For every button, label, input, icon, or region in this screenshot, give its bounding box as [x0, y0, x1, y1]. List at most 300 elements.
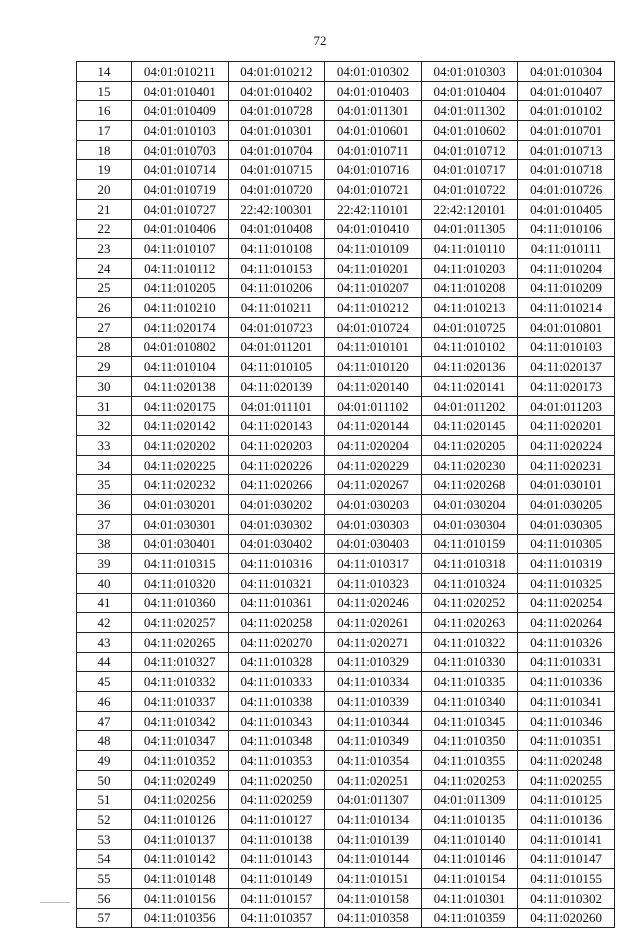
table-row [77, 751, 615, 771]
row-number-cell: 22 [77, 219, 132, 239]
cadastral-number-cell: 04:01:011202 [421, 396, 518, 416]
cadastral-number-cell: 04:01:010704 [228, 140, 325, 160]
table-row [77, 652, 615, 672]
cadastral-number-cell: 04:11:010210 [131, 298, 228, 318]
cadastral-number-cell: 04:11:020250 [228, 770, 325, 790]
table-row [77, 869, 615, 889]
cadastral-number-cell: 04:11:020271 [325, 632, 422, 652]
table-row [77, 258, 615, 278]
cadastral-number-cell: 04:11:020267 [325, 475, 422, 495]
cadastral-number-cell: 04:11:010343 [228, 711, 325, 731]
cadastral-number-cell: 04:11:010105 [228, 357, 325, 377]
cadastral-number-cell: 04:01:010303 [421, 62, 518, 82]
cadastral-number-cell: 04:11:010357 [228, 908, 325, 928]
cadastral-number-cell: 04:11:010136 [518, 810, 615, 830]
cadastral-number-cell: 04:11:020174 [131, 317, 228, 337]
cadastral-number-cell: 04:11:010339 [325, 692, 422, 712]
cadastral-number-cell: 04:11:020246 [325, 593, 422, 613]
row-number-cell: 49 [77, 751, 132, 771]
cadastral-number-cell: 04:11:010301 [421, 888, 518, 908]
cadastral-number-cell: 04:11:020252 [421, 593, 518, 613]
cadastral-number-cell: 04:01:011302 [421, 101, 518, 121]
cadastral-number-cell: 04:11:010341 [518, 692, 615, 712]
cadastral-number-cell: 04:11:010209 [518, 278, 615, 298]
cadastral-number-cell: 04:11:010154 [421, 869, 518, 889]
table-row [77, 416, 615, 436]
row-number-cell: 56 [77, 888, 132, 908]
cadastral-number-cell: 04:01:010711 [325, 140, 422, 160]
cadastral-number-cell: 04:11:010140 [421, 829, 518, 849]
table-row [77, 337, 615, 357]
cadastral-number-cell: 04:11:010139 [325, 829, 422, 849]
cadastral-number-cell: 04:01:030201 [131, 495, 228, 515]
table-row [77, 357, 615, 377]
cadastral-number-cell: 04:01:010403 [325, 81, 422, 101]
cadastral-number-cell: 04:11:010126 [131, 810, 228, 830]
cadastral-number-cell: 04:01:010716 [325, 160, 422, 180]
row-number-cell: 15 [77, 81, 132, 101]
row-number-cell: 48 [77, 731, 132, 751]
cadastral-number-cell: 04:01:010301 [228, 121, 325, 141]
cadastral-number-cell: 04:11:020263 [421, 613, 518, 633]
cadastral-number-cell: 04:11:010203 [421, 258, 518, 278]
cadastral-number-cell: 04:11:020268 [421, 475, 518, 495]
cadastral-number-cell: 04:01:010404 [421, 81, 518, 101]
cadastral-number-cell: 04:11:020204 [325, 436, 422, 456]
cadastral-number-cell: 04:01:010717 [421, 160, 518, 180]
cadastral-number-cell: 04:11:010142 [131, 849, 228, 869]
cadastral-number-cell: 04:11:010213 [421, 298, 518, 318]
cadastral-number-cell: 04:11:010316 [228, 554, 325, 574]
cadastral-number-cell: 04:01:011301 [325, 101, 422, 121]
cadastral-number-cell: 04:01:030304 [421, 514, 518, 534]
cadastral-number-cell: 04:11:010353 [228, 751, 325, 771]
cadastral-number-cell: 04:11:020142 [131, 416, 228, 436]
cadastral-number-cell: 04:11:010157 [228, 888, 325, 908]
cadastral-number-cell: 04:01:010406 [131, 219, 228, 239]
cadastral-number-cell: 04:11:010110 [421, 239, 518, 259]
cadastral-number-cell: 04:11:010137 [131, 829, 228, 849]
cadastral-number-cell: 04:01:010724 [325, 317, 422, 337]
cadastral-number-cell: 04:11:020138 [131, 377, 228, 397]
row-number-cell: 44 [77, 652, 132, 672]
table-row [77, 160, 615, 180]
cadastral-number-cell: 04:11:020254 [518, 593, 615, 613]
cadastral-number-cell: 04:11:020260 [518, 908, 615, 928]
cadastral-number-cell: 04:01:010405 [518, 199, 615, 219]
cadastral-number-cell: 04:01:010802 [131, 337, 228, 357]
row-number-cell: 38 [77, 534, 132, 554]
table-row [77, 455, 615, 475]
cadastral-number-cell: 04:11:010322 [421, 632, 518, 652]
row-number-cell: 23 [77, 239, 132, 259]
table-row [77, 593, 615, 613]
row-number-cell: 30 [77, 377, 132, 397]
cadastral-number-cell: 04:11:010151 [325, 869, 422, 889]
cadastral-number-cell: 04:01:010714 [131, 160, 228, 180]
cadastral-number-cell: 04:11:020225 [131, 455, 228, 475]
cadastral-number-cell: 04:11:010355 [421, 751, 518, 771]
cadastral-number-cell: 04:11:020248 [518, 751, 615, 771]
table-row [77, 180, 615, 200]
row-number-cell: 27 [77, 317, 132, 337]
cadastral-number-cell: 04:11:010347 [131, 731, 228, 751]
table-row [77, 219, 615, 239]
cadastral-number-cell: 04:11:010111 [518, 239, 615, 259]
cadastral-number-cell: 22:42:110101 [325, 199, 422, 219]
cadastral-number-cell: 04:01:030302 [228, 514, 325, 534]
cadastral-number-cell: 04:11:010344 [325, 711, 422, 731]
table-row [77, 731, 615, 751]
cadastral-number-cell: 04:11:010320 [131, 573, 228, 593]
cadastral-number-cell: 04:11:010138 [228, 829, 325, 849]
cadastral-number-cell: 04:11:010206 [228, 278, 325, 298]
cadastral-number-cell: 04:11:010101 [325, 337, 422, 357]
cadastral-number-cell: 04:11:010342 [131, 711, 228, 731]
cadastral-number-cell: 04:11:020270 [228, 632, 325, 652]
cadastral-number-cell: 04:11:010327 [131, 652, 228, 672]
row-number-cell: 57 [77, 908, 132, 928]
cadastral-number-cell: 04:11:010107 [131, 239, 228, 259]
cadastral-number-cell: 04:01:030401 [131, 534, 228, 554]
row-number-cell: 24 [77, 258, 132, 278]
cadastral-number-cell: 04:01:011201 [228, 337, 325, 357]
cadastral-number-cell: 04:11:010346 [518, 711, 615, 731]
cadastral-number-cell: 04:11:010108 [228, 239, 325, 259]
cadastral-number-cell: 04:01:030402 [228, 534, 325, 554]
table-row [77, 475, 615, 495]
table-row [77, 140, 615, 160]
cadastral-number-cell: 04:11:010348 [228, 731, 325, 751]
cadastral-number-cell: 04:11:010208 [421, 278, 518, 298]
row-number-cell: 25 [77, 278, 132, 298]
cadastral-number-cell: 04:11:010352 [131, 751, 228, 771]
cadastral-number-cell: 04:01:010701 [518, 121, 615, 141]
cadastral-number-cell: 04:11:020175 [131, 396, 228, 416]
row-number-cell: 31 [77, 396, 132, 416]
cadastral-number-cell: 04:11:020203 [228, 436, 325, 456]
table-row [77, 672, 615, 692]
row-number-cell: 53 [77, 829, 132, 849]
row-number-cell: 14 [77, 62, 132, 82]
row-number-cell: 34 [77, 455, 132, 475]
cadastral-number-cell: 04:01:030205 [518, 495, 615, 515]
cadastral-number-cell: 04:11:010141 [518, 829, 615, 849]
row-number-cell: 46 [77, 692, 132, 712]
cadastral-number-cell: 04:11:020232 [131, 475, 228, 495]
cadastral-number-cell: 04:11:010340 [421, 692, 518, 712]
row-number-cell: 43 [77, 632, 132, 652]
footnote-divider [40, 902, 70, 903]
cadastral-number-cell: 22:42:120101 [421, 199, 518, 219]
cadastral-number-cell: 04:01:030204 [421, 495, 518, 515]
cadastral-number-cell: 04:11:010328 [228, 652, 325, 672]
cadastral-number-cell: 04:01:010401 [131, 81, 228, 101]
table-row [77, 62, 615, 82]
table-row [77, 554, 615, 574]
cadastral-number-cell: 04:11:010211 [228, 298, 325, 318]
cadastral-number-cell: 04:01:010410 [325, 219, 422, 239]
cadastral-number-cell: 04:11:010120 [325, 357, 422, 377]
cadastral-number-cell: 04:11:020255 [518, 770, 615, 790]
table-row [77, 829, 615, 849]
cadastral-number-cell: 04:11:010359 [421, 908, 518, 928]
cadastral-number-cell: 04:11:020257 [131, 613, 228, 633]
table-row [77, 888, 615, 908]
cadastral-number-cell: 04:01:011101 [228, 396, 325, 416]
cadastral-number-cell: 04:11:010155 [518, 869, 615, 889]
cadastral-number-cell: 04:11:010135 [421, 810, 518, 830]
cadastral-number-cell: 04:01:030305 [518, 514, 615, 534]
cadastral-number-cell: 04:01:010725 [421, 317, 518, 337]
cadastral-number-cell: 04:11:020249 [131, 770, 228, 790]
cadastral-number-cell: 04:01:010302 [325, 62, 422, 82]
table-body [77, 62, 615, 928]
cadastral-number-cell: 04:11:010305 [518, 534, 615, 554]
cadastral-number-cell: 04:11:010144 [325, 849, 422, 869]
cadastral-number-cell: 04:11:010329 [325, 652, 422, 672]
cadastral-number-cell: 04:11:010158 [325, 888, 422, 908]
cadastral-number-cell: 04:11:010149 [228, 869, 325, 889]
table-row [77, 810, 615, 830]
row-number-cell: 54 [77, 849, 132, 869]
cadastral-number-cell: 04:11:020205 [421, 436, 518, 456]
cadastral-number-cell: 04:11:010345 [421, 711, 518, 731]
cadastral-number-cell: 04:11:010335 [421, 672, 518, 692]
row-number-cell: 42 [77, 613, 132, 633]
cadastral-number-cell: 04:11:020141 [421, 377, 518, 397]
cadastral-number-cell: 04:11:010148 [131, 869, 228, 889]
cadastral-number-cell: 04:11:020258 [228, 613, 325, 633]
cadastral-number-cell: 04:11:020202 [131, 436, 228, 456]
cadastral-number-cell: 04:01:011309 [421, 790, 518, 810]
cadastral-number-cell: 04:01:010408 [228, 219, 325, 239]
table-row [77, 377, 615, 397]
table-row [77, 711, 615, 731]
cadastral-number-cell: 04:11:010319 [518, 554, 615, 574]
cadastral-number-cell: 04:11:010125 [518, 790, 615, 810]
cadastral-number-cell: 04:11:010356 [131, 908, 228, 928]
cadastral-number-cell: 04:11:010333 [228, 672, 325, 692]
cadastral-number-cell: 04:11:020224 [518, 436, 615, 456]
cadastral-number-cell: 04:01:010102 [518, 101, 615, 121]
cadastral-number-cell: 04:11:020259 [228, 790, 325, 810]
cadastral-number-cell: 04:01:030301 [131, 514, 228, 534]
cadastral-number-cell: 04:01:010715 [228, 160, 325, 180]
cadastral-number-cell: 04:11:010106 [518, 219, 615, 239]
row-number-cell: 19 [77, 160, 132, 180]
cadastral-number-cell: 04:01:010602 [421, 121, 518, 141]
cadastral-number-cell: 04:11:020137 [518, 357, 615, 377]
table-row [77, 613, 615, 633]
row-number-cell: 20 [77, 180, 132, 200]
cadastral-number-cell: 04:01:030203 [325, 495, 422, 515]
table-row [77, 199, 615, 219]
row-number-cell: 36 [77, 495, 132, 515]
cadastral-number-cell: 04:11:010207 [325, 278, 422, 298]
row-number-cell: 40 [77, 573, 132, 593]
cadastral-number-cell: 04:11:020145 [421, 416, 518, 436]
cadastral-number-cell: 04:01:010402 [228, 81, 325, 101]
cadastral-number-cell: 04:11:010361 [228, 593, 325, 613]
cadastral-number-cell: 04:01:010703 [131, 140, 228, 160]
table-row [77, 278, 615, 298]
cadastral-number-cell: 04:11:020143 [228, 416, 325, 436]
cadastral-number-cell: 04:11:010302 [518, 888, 615, 908]
row-number-cell: 41 [77, 593, 132, 613]
table-row [77, 121, 615, 141]
cadastral-number-cell: 04:01:010721 [325, 180, 422, 200]
row-number-cell: 39 [77, 554, 132, 574]
cadastral-number-cell: 04:01:010726 [518, 180, 615, 200]
cadastral-number-cell: 04:11:010134 [325, 810, 422, 830]
cadastral-number-cell: 04:11:010330 [421, 652, 518, 672]
cadastral-number-cell: 04:01:010212 [228, 62, 325, 82]
table-row [77, 849, 615, 869]
cadastral-number-cell: 04:11:020201 [518, 416, 615, 436]
table-row [77, 436, 615, 456]
cadastral-number-cell: 04:11:010201 [325, 258, 422, 278]
cadastral-number-cell: 04:11:020266 [228, 475, 325, 495]
cadastral-number-cell: 04:11:010214 [518, 298, 615, 318]
cadastral-number-cell: 04:11:010156 [131, 888, 228, 908]
table-row [77, 239, 615, 259]
table-row [77, 396, 615, 416]
cadastral-number-cell: 04:11:010354 [325, 751, 422, 771]
cadastral-number-cell: 04:01:010409 [131, 101, 228, 121]
row-number-cell: 16 [77, 101, 132, 121]
cadastral-number-cell: 04:01:010722 [421, 180, 518, 200]
cadastral-number-cell: 04:01:030303 [325, 514, 422, 534]
cadastral-number-cell: 04:11:010317 [325, 554, 422, 574]
cadastral-number-cell: 04:01:010801 [518, 317, 615, 337]
cadastral-number-cell: 04:11:010212 [325, 298, 422, 318]
row-number-cell: 37 [77, 514, 132, 534]
row-number-cell: 35 [77, 475, 132, 495]
table-row [77, 514, 615, 534]
cadastral-number-cell: 04:11:010325 [518, 573, 615, 593]
table-row [77, 101, 615, 121]
cadastral-number-cell: 04:11:010143 [228, 849, 325, 869]
cadastral-number-cell: 04:11:010109 [325, 239, 422, 259]
cadastral-number-cell: 04:11:020144 [325, 416, 422, 436]
cadastral-number-cell: 04:11:020264 [518, 613, 615, 633]
cadastral-number-cell: 04:11:020253 [421, 770, 518, 790]
cadastral-number-cell: 04:01:010713 [518, 140, 615, 160]
cadastral-number-cell: 04:01:030202 [228, 495, 325, 515]
cadastral-number-cell: 04:01:010728 [228, 101, 325, 121]
row-number-cell: 21 [77, 199, 132, 219]
cadastral-number-cell: 04:11:010103 [518, 337, 615, 357]
table-row [77, 908, 615, 928]
row-number-cell: 51 [77, 790, 132, 810]
cadastral-number-cell: 04:11:020139 [228, 377, 325, 397]
row-number-cell: 17 [77, 121, 132, 141]
cadastral-number-cell: 04:11:020230 [421, 455, 518, 475]
cadastral-number-cell: 04:11:010349 [325, 731, 422, 751]
row-number-cell: 47 [77, 711, 132, 731]
cadastral-number-cell: 04:11:010315 [131, 554, 228, 574]
cadastral-number-cell: 04:11:010358 [325, 908, 422, 928]
cadastral-number-cell: 04:11:020229 [325, 455, 422, 475]
table-row [77, 632, 615, 652]
table-row [77, 534, 615, 554]
cadastral-number-cell: 04:11:010205 [131, 278, 228, 298]
cadastral-number-cell: 04:11:010159 [421, 534, 518, 554]
table-row [77, 573, 615, 593]
cadastral-number-cell: 04:01:010727 [131, 199, 228, 219]
table-row [77, 317, 615, 337]
cadastral-number-cell: 22:42:100301 [228, 199, 325, 219]
row-number-cell: 26 [77, 298, 132, 318]
cadastral-number-cell: 04:11:010337 [131, 692, 228, 712]
cadastral-number-cell: 04:11:020231 [518, 455, 615, 475]
cadastral-number-cell: 04:11:010127 [228, 810, 325, 830]
cadastral-quarters-table [76, 61, 615, 928]
cadastral-number-cell: 04:11:020265 [131, 632, 228, 652]
cadastral-number-cell: 04:01:010718 [518, 160, 615, 180]
cadastral-number-cell: 04:11:010336 [518, 672, 615, 692]
page-number: 72 [313, 33, 327, 48]
table-row [77, 770, 615, 790]
row-number-cell: 55 [77, 869, 132, 889]
cadastral-number-cell: 04:11:010112 [131, 258, 228, 278]
cadastral-number-cell: 04:11:010351 [518, 731, 615, 751]
cadastral-number-cell: 04:01:011102 [325, 396, 422, 416]
row-number-cell: 52 [77, 810, 132, 830]
cadastral-number-cell: 04:01:010712 [421, 140, 518, 160]
cadastral-number-cell: 04:11:020226 [228, 455, 325, 475]
cadastral-number-cell: 04:01:010211 [131, 62, 228, 82]
cadastral-number-cell: 04:01:010720 [228, 180, 325, 200]
cadastral-number-cell: 04:11:020140 [325, 377, 422, 397]
row-number-cell: 29 [77, 357, 132, 377]
cadastral-number-cell: 04:01:011305 [421, 219, 518, 239]
cadastral-number-cell: 04:11:010360 [131, 593, 228, 613]
cadastral-number-cell: 04:11:010318 [421, 554, 518, 574]
table-row [77, 692, 615, 712]
cadastral-number-cell: 04:11:010147 [518, 849, 615, 869]
cadastral-number-cell: 04:11:010350 [421, 731, 518, 751]
row-number-cell: 32 [77, 416, 132, 436]
row-number-cell: 18 [77, 140, 132, 160]
cadastral-number-cell: 04:01:030101 [518, 475, 615, 495]
cadastral-number-cell: 04:11:010146 [421, 849, 518, 869]
cadastral-number-cell: 04:11:020251 [325, 770, 422, 790]
cadastral-number-cell: 04:11:010338 [228, 692, 325, 712]
cadastral-number-cell: 04:11:010332 [131, 672, 228, 692]
cadastral-number-cell: 04:11:020256 [131, 790, 228, 810]
table-row [77, 81, 615, 101]
cadastral-number-cell: 04:01:010723 [228, 317, 325, 337]
row-number-cell: 45 [77, 672, 132, 692]
cadastral-number-cell: 04:01:010719 [131, 180, 228, 200]
cadastral-number-cell: 04:01:010103 [131, 121, 228, 141]
cadastral-number-cell: 04:11:020261 [325, 613, 422, 633]
cadastral-number-cell: 04:11:020173 [518, 377, 615, 397]
cadastral-number-cell: 04:01:011203 [518, 396, 615, 416]
cadastral-number-cell: 04:01:010304 [518, 62, 615, 82]
row-number-cell: 28 [77, 337, 132, 357]
table-row [77, 495, 615, 515]
table-row [77, 298, 615, 318]
cadastral-number-cell: 04:01:030403 [325, 534, 422, 554]
table-row [77, 790, 615, 810]
cadastral-number-cell: 04:11:010326 [518, 632, 615, 652]
row-number-cell: 50 [77, 770, 132, 790]
cadastral-number-cell: 04:11:010104 [131, 357, 228, 377]
cadastral-number-cell: 04:11:010323 [325, 573, 422, 593]
